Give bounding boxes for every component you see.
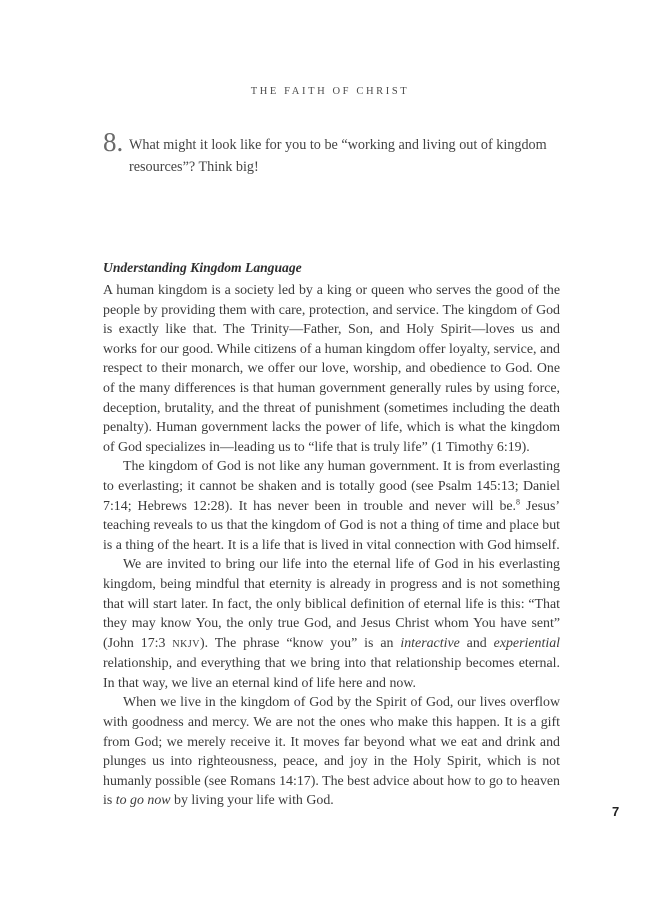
page-number: 7 (612, 804, 620, 819)
question-text: What might it look like for you to be “working and living out of kingdom resources”? Think big! (129, 137, 547, 175)
paragraph-2 (103, 457, 560, 555)
paragraph-4-part-b: by living your life with God. (170, 793, 334, 809)
running-head: THE FAITH OF CHRIST (250, 86, 410, 97)
endnote-marker: 8 (516, 496, 521, 506)
emphasis-go-now: to go now (115, 793, 171, 809)
paragraph-1: A human kingdom is a society led by a king or queen who serves the good of the people by providing them with care, protection, and service. The kingdom of God is exactly like that. The Trinity—Father, Son, and Holy Spirit—loves us and works for our good. While citizens of a human kingdom offer loyalty, service, and respect to their monarch, we offer our love, worship, and obedience to God. One of the many differences is that human government generally rules by using force, deception, brutality, and the threat of punishment (sometimes including the death penalty). Human government lacks the power of life, which is what the kingdom of God specializes in—leading us to “life that is truly life” (1 Timothy 6:19). (103, 283, 560, 455)
paragraph-4-part-a: When we live in the kingdom of God by the Spirit of God, our lives overflow with goodness and mercy. We are not the ones who make this happen. It is a gift from God; we merely receive it. It moves far beyond what we eat and drink and plunges us into righteousness, peace, and joy in the Holy Spirit, which is not humanly possible (see Romans 14:17). The best advice about how to go to heaven is (103, 695, 560, 809)
question-number: 8. (103, 127, 124, 157)
paragraph-4 (103, 693, 560, 811)
paragraph-3 (103, 555, 560, 693)
paragraph-3-part-a: We are invited to bring our life into the eternal life of God in his everlasting kingdom, being mindful that eternity is already in progress and is not something that will start later. In fact, the only biblical definition of eternal life is this: “That they may know You, the only true God, and Jesus Christ whom You have sent” (John 17:3 (103, 557, 560, 651)
paragraph-3-part-b: ). The phrase “know you” is an (199, 635, 401, 651)
body-text (103, 281, 560, 811)
discussion-question (103, 127, 565, 178)
section-heading: Understanding Kingdom Language (103, 260, 302, 275)
paragraph-3-part-c: and (459, 635, 494, 651)
emphasis-experiential: experiential (493, 635, 560, 651)
emphasis-interactive: interactive (400, 635, 460, 651)
paragraph-3-part-d: relationship, and everything that we bring into that relationship becomes eternal. In that way, we live an eternal kind of life here and now. (103, 656, 560, 691)
paragraph-2-part-b: Jesus’ teaching reveals to us that the kingdom of God is not a thing of time and place but is a thing of the heart. It is a life that is lived in vital connection with God himself. (103, 498, 560, 553)
bible-version: NKJV (172, 638, 200, 650)
paragraph-2-part-a: The kingdom of God is not like any human government. It is from everlasting to everlasting; it cannot be shaken and is totally good (see Psalm 145:13; Daniel 7:14; Hebrews 12:28). It has never been in trouble and never will be. (103, 459, 560, 514)
